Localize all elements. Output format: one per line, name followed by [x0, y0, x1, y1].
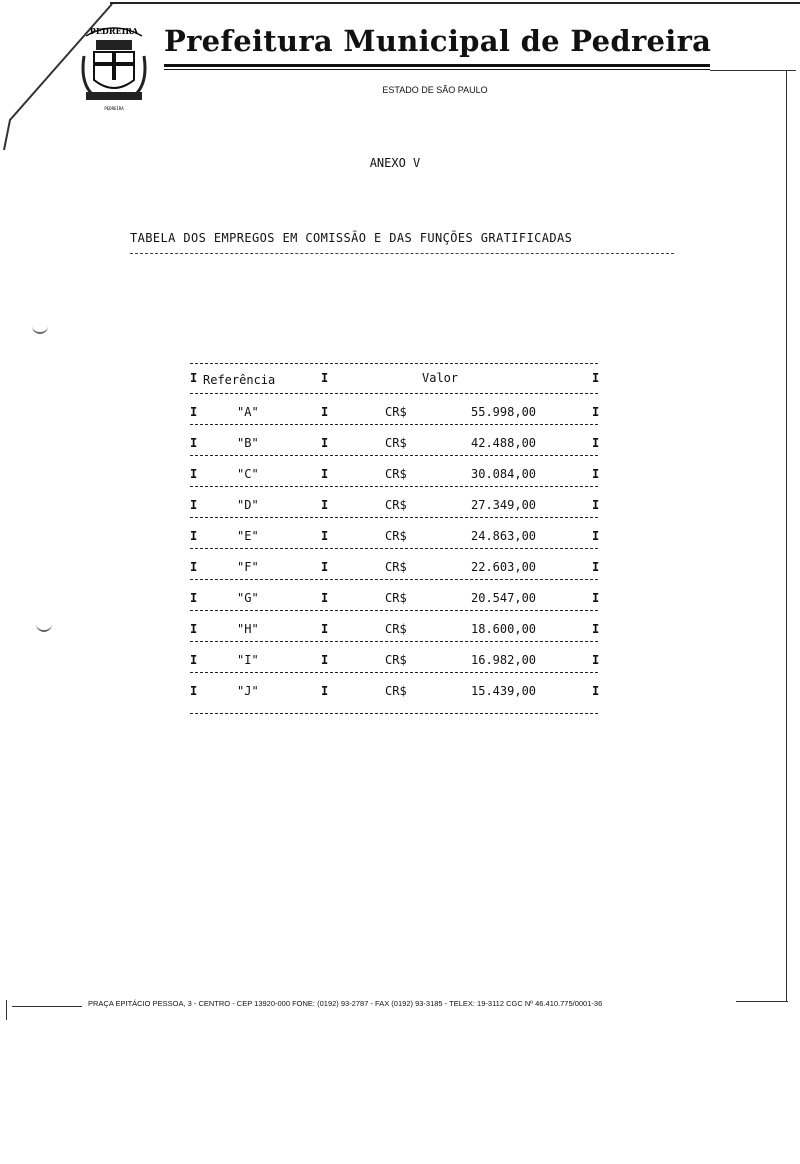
column-divider: I	[190, 653, 198, 667]
state-subtitle: ESTADO DE SÃO PAULO	[382, 85, 488, 95]
table-row	[190, 498, 598, 514]
annex-heading: ANEXO V	[369, 156, 421, 170]
svg-text:PEDREIRA: PEDREIRA	[104, 106, 124, 111]
column-divider: I	[592, 684, 600, 698]
reference-cell: "I"	[237, 653, 259, 667]
reference-cell: "A"	[237, 405, 259, 419]
table-row	[190, 529, 598, 545]
reference-cell: "J"	[237, 684, 259, 698]
column-divider: I	[321, 591, 329, 605]
row-separator	[190, 424, 598, 425]
binder-hole-mark	[32, 322, 48, 334]
value-cell: 20.547,00	[471, 591, 537, 605]
table-row	[190, 684, 598, 700]
currency-cell: CR$	[385, 405, 407, 419]
column-divider: I	[592, 653, 600, 667]
table-title: TABELA DOS EMPREGOS EM COMISSÃO E DAS FUNÇÕES GRATIFICADAS	[130, 231, 573, 245]
table-row	[190, 622, 598, 638]
column-divider: I	[190, 529, 198, 543]
column-divider: I	[190, 560, 198, 574]
svg-text:PEDREIRA: PEDREIRA	[89, 26, 139, 36]
column-divider: I	[592, 405, 600, 419]
footer-rule	[12, 1006, 82, 1007]
column-divider: I	[321, 405, 329, 419]
column-divider: I	[321, 498, 329, 512]
column-divider: I	[321, 653, 329, 667]
currency-cell: CR$	[385, 653, 407, 667]
scan-edge	[110, 2, 800, 4]
column-divider: I	[190, 498, 198, 512]
column-divider: I	[592, 622, 600, 636]
reference-cell: "C"	[237, 467, 259, 481]
currency-cell: CR$	[385, 684, 407, 698]
value-cell: 30.084,00	[471, 467, 537, 481]
table-row	[190, 560, 598, 576]
column-divider: I	[190, 467, 198, 481]
currency-cell: CR$	[385, 560, 407, 574]
row-separator	[190, 517, 598, 518]
row-separator	[190, 579, 598, 580]
column-divider: I	[592, 467, 600, 481]
page-title: Prefeitura Municipal de Pedreira	[164, 24, 712, 58]
column-divider: I	[592, 498, 600, 512]
column-divider: I	[190, 405, 198, 419]
reference-cell: "E"	[237, 529, 259, 543]
row-separator	[190, 548, 598, 549]
column-divider: I	[321, 622, 329, 636]
reference-cell: "H"	[237, 622, 259, 636]
table-border-top	[190, 363, 598, 364]
value-cell: 16.982,00	[471, 653, 537, 667]
binder-hole-mark	[36, 620, 52, 632]
currency-cell: CR$	[385, 467, 407, 481]
column-divider: I	[592, 560, 600, 574]
currency-cell: CR$	[385, 591, 407, 605]
column-divider: I	[592, 529, 600, 543]
currency-cell: CR$	[385, 622, 407, 636]
row-separator	[190, 455, 598, 456]
header-valor: Valor	[422, 371, 459, 385]
currency-cell: CR$	[385, 529, 407, 543]
reference-cell: "D"	[237, 498, 259, 512]
row-separator	[190, 393, 598, 394]
row-separator	[190, 672, 598, 673]
column-divider: I	[190, 591, 198, 605]
table-row	[190, 467, 598, 483]
salary-table	[190, 363, 598, 705]
column-divider: I	[190, 684, 198, 698]
column-divider: I	[321, 529, 329, 543]
border-line	[6, 1000, 7, 1020]
header-referencia: Referência	[203, 373, 276, 387]
row-separator	[190, 610, 598, 611]
border-line	[786, 70, 787, 1002]
footer-address: PRAÇA EPITÁCIO PESSOA, 3 - CENTRO - CEP 13920-000 FONE: (0192) 93-2787 - FAX (0192) 93-3185 - TELEX: 19-3112 CGC Nº 46.410.775/0001-36	[88, 999, 603, 1008]
table-row	[190, 591, 598, 607]
reference-cell: "B"	[237, 436, 259, 450]
currency-cell: CR$	[385, 498, 407, 512]
value-cell: 24.863,00	[471, 529, 537, 543]
column-divider: I	[190, 622, 198, 636]
reference-cell: "G"	[237, 591, 259, 605]
header-rule	[164, 64, 710, 67]
table-row	[190, 436, 598, 452]
value-cell: 27.349,00	[471, 498, 537, 512]
table-border-bottom	[190, 713, 598, 714]
border-line	[710, 70, 796, 71]
value-cell: 18.600,00	[471, 622, 537, 636]
currency-cell: CR$	[385, 436, 407, 450]
footer-rule	[736, 1001, 788, 1002]
table-row	[190, 653, 598, 669]
column-divider: I	[321, 371, 329, 385]
value-cell: 22.603,00	[471, 560, 537, 574]
column-divider: I	[592, 591, 600, 605]
column-divider: I	[321, 436, 329, 450]
column-divider: I	[321, 467, 329, 481]
column-divider: I	[592, 436, 600, 450]
row-separator	[190, 641, 598, 642]
header-rule-thin	[164, 69, 710, 70]
value-cell: 15.439,00	[471, 684, 537, 698]
reference-cell: "F"	[237, 560, 259, 574]
column-divider: I	[592, 371, 600, 385]
column-divider: I	[190, 436, 198, 450]
column-divider: I	[190, 371, 198, 385]
column-divider: I	[321, 684, 329, 698]
column-divider: I	[321, 560, 329, 574]
row-separator	[190, 486, 598, 487]
value-cell: 42.488,00	[471, 436, 537, 450]
municipal-crest-logo	[78, 22, 150, 114]
table-row	[190, 405, 598, 421]
value-cell: 55.998,00	[471, 405, 537, 419]
title-underline	[130, 253, 674, 254]
